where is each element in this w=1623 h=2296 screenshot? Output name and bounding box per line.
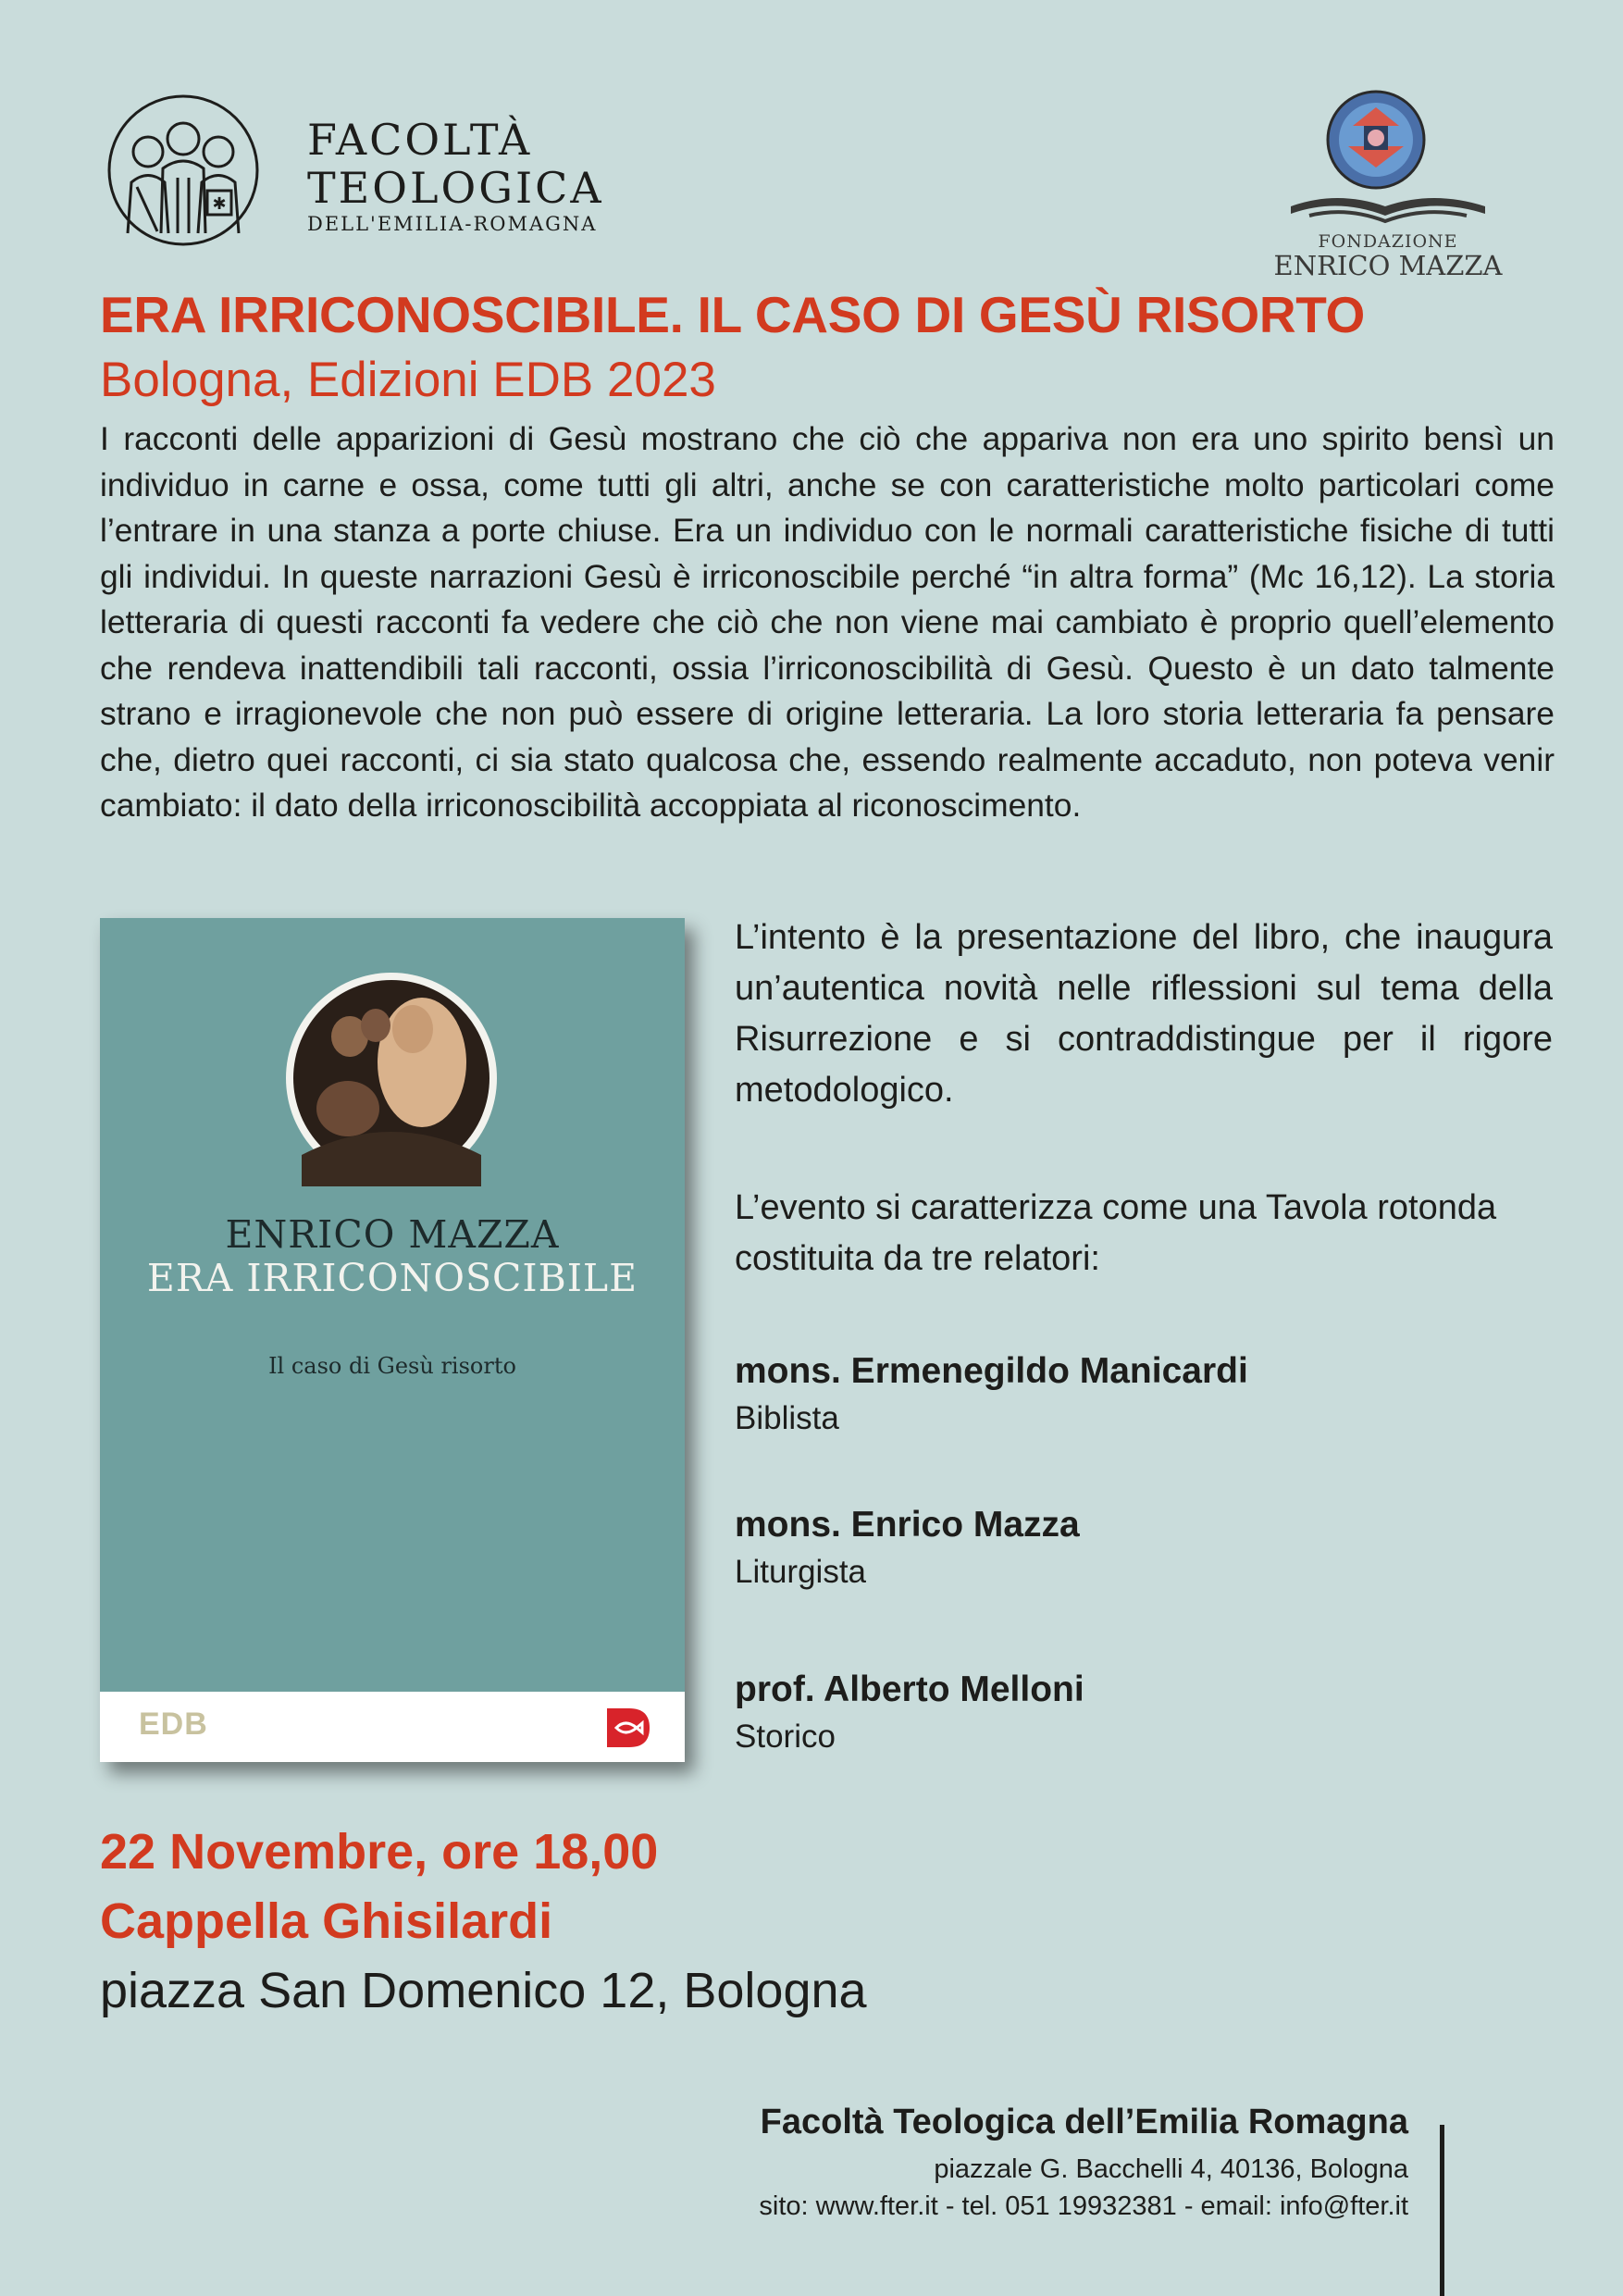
fondazione-emblem-icon [1325, 89, 1427, 191]
footer-contacts: sito: www.fter.it - tel. 051 19932381 - email: info@fter.it [759, 2191, 1408, 2221]
speaker-item [735, 1501, 1553, 1595]
cover-author: ENRICO MAZZA [225, 1212, 560, 1257]
fondazione-wordmark [1249, 233, 1527, 279]
speaker-role: Storico [735, 1719, 836, 1755]
event-text: L’evento si caratterizza come una Tavola rotonda costituita da tre relatori: [735, 1188, 1497, 1278]
fter-wordmark [307, 115, 604, 235]
event-date: 22 Novembre, ore 18,00 [100, 1824, 659, 1880]
speaker-role: Liturgista [735, 1554, 867, 1590]
cover-painting-medallion [283, 970, 500, 1186]
speaker-name: mons. Ermenegildo Manicardi [735, 1351, 1248, 1391]
svg-text:✱: ✱ [212, 194, 227, 214]
edb-fish-logo-icon [603, 1705, 651, 1751]
event-details [735, 912, 1553, 1755]
event-venue: Cappella Ghisilardi [100, 1893, 553, 1949]
book-title: ERA IRRICONOSCIBILE. IL CASO DI GESÙ RISORTO [100, 286, 1366, 343]
footer-institution: Facoltà Teologica dell’Emilia Romagna [760, 2103, 1408, 2141]
fondazione-label-name: ENRICO MAZZA [1273, 249, 1503, 281]
fter-wordmark-line3: DELL'EMILIA-ROMAGNA [307, 213, 598, 235]
fter-logo-icon [100, 94, 266, 246]
book-publication: Bologna, Edizioni EDB 2023 [100, 353, 716, 407]
event-address: piazza San Domenico 12, Bologna [100, 1963, 867, 2018]
speaker-item [735, 1347, 1553, 1442]
intro-paragraph: I racconti delle apparizioni di Gesù mostrano che ciò che appariva non era uno spirito bensì un individuo in carne e ossa, come tutti gli altri, anche se con caratteristiche molto particolari come l’entrare in una stanza a porte chiuse. Era un individuo con le normali caratteristiche fisiche di tutti gli individui. In queste narrazioni Gesù è irriconoscibile perché “in altra forma” (Mc 16,12). La storia letteraria di questi racconti fa vedere che ciò che non viene mai cambiato è proprio quell’elemento che rendeva inattendibili tali racconti, ossia l’irriconoscibilità di Gesù. Questo è un dato talmente strano e irragionevole che non può essere di origine letteraria. La loro storia letteraria fa pensare che, dietro quei racconti, ci sia stato qualcosa che, essendo realmente accaduto, non poteva venir cambiato: il dato della irriconoscibilità accoppiata al riconoscimento. [100, 420, 1555, 824]
footer-divider [1440, 2125, 1444, 2296]
fter-wordmark-line1: FACOLTÀ [307, 115, 533, 165]
speaker-name: mons. Enrico Mazza [735, 1505, 1080, 1545]
speaker-item [735, 1666, 1553, 1760]
cover-publisher-band [100, 1692, 685, 1762]
speaker-name: prof. Alberto Melloni [735, 1669, 1084, 1709]
fter-wordmark-line2: TEOLOGICA [307, 163, 604, 213]
presentation-text: L’intento è la presentazione del libro, che inaugura un’autentica novità nelle riflessioni sul tema della Risurrezione e si contraddistingue per il rigore metodologico. [735, 918, 1553, 1110]
fondazione-label-small: FONDAZIONE [1318, 231, 1458, 252]
cover-subtitle: Il caso di Gesù risorto [268, 1353, 516, 1379]
book-cover [100, 918, 685, 1762]
speaker-role: Biblista [735, 1400, 839, 1436]
cover-title: ERA IRRICONOSCIBILE [146, 1256, 638, 1300]
footer-address: piazzale G. Bacchelli 4, 40136, Bologna [934, 2154, 1408, 2184]
cover-publisher-label: EDB [139, 1706, 208, 1742]
footer [648, 2099, 1408, 2225]
